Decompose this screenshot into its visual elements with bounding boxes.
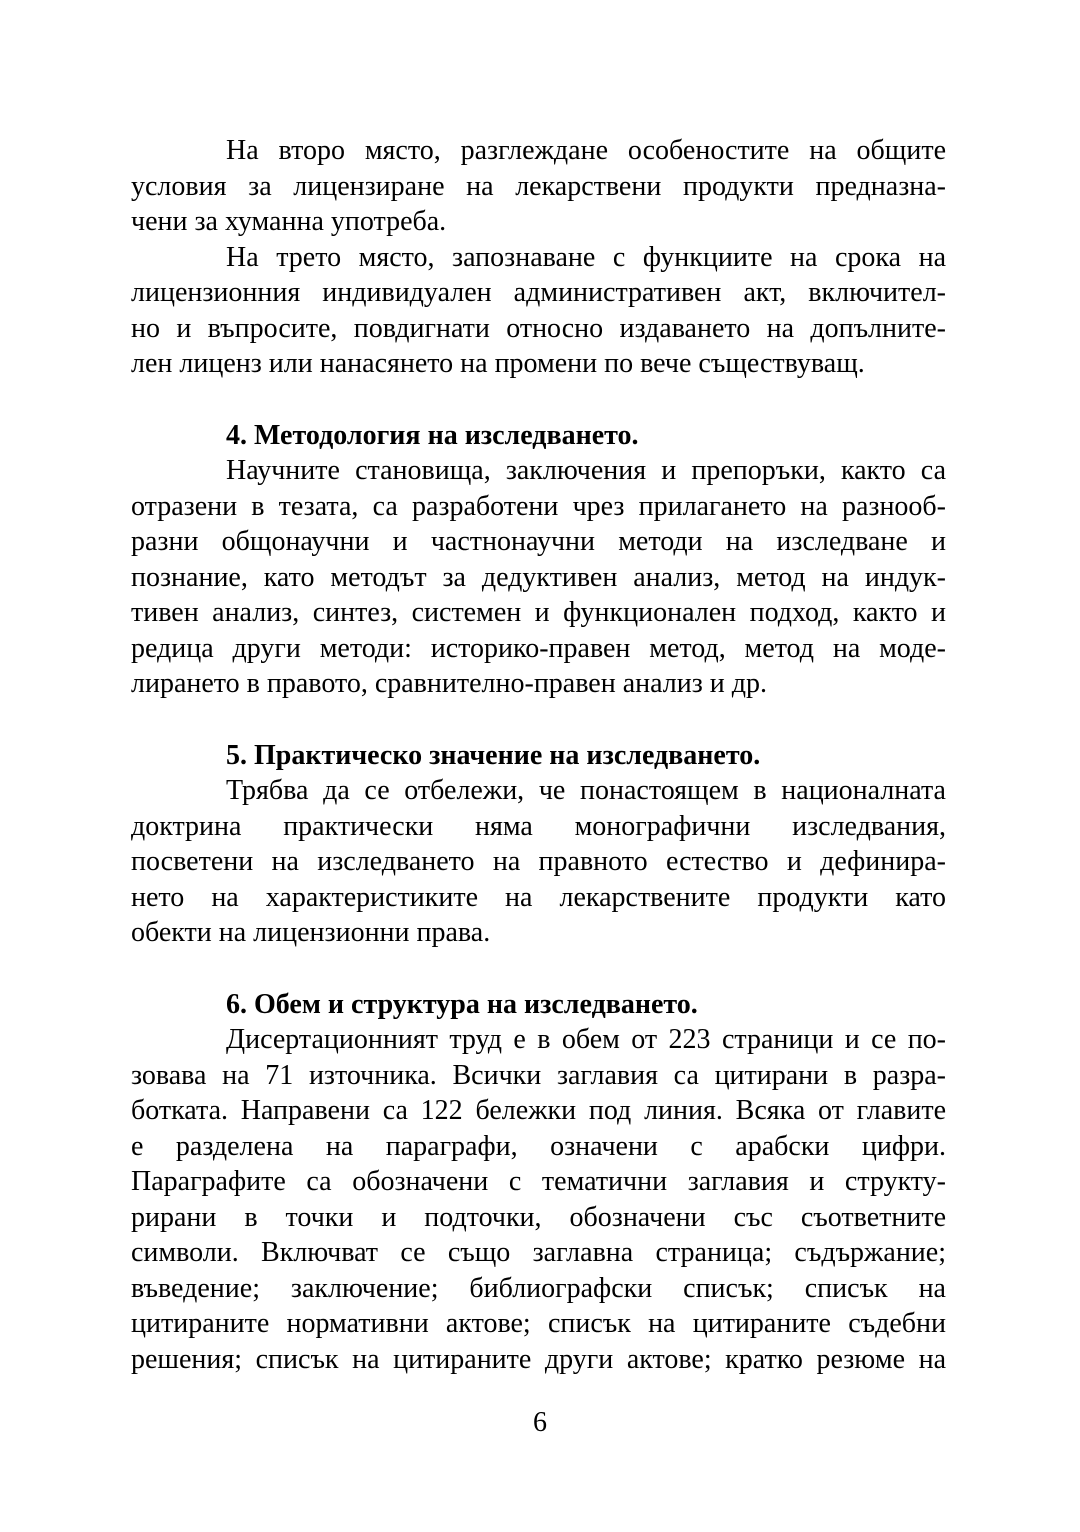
text-line: разни общонаучни и частнонаучни методи на изследване и	[131, 526, 946, 557]
text-line: решения; списък на цитираните други актове; кратко резюме на	[131, 1343, 946, 1375]
text-line: рирани в точки и подточки, обозначени със съответните	[131, 1201, 946, 1233]
text-line: нето на характеристиките на лекарствените продукти като	[131, 881, 946, 913]
section-methodology	[131, 418, 946, 702]
text-line: редица други методи: историко-правен метод, метод на моде-	[131, 632, 946, 664]
section-scope-structure	[131, 987, 946, 1378]
text-line: посветени на изследването на правното естество и дефинира-	[131, 846, 946, 877]
text-line: символи. Включват се също заглавна страница; съдържание;	[131, 1237, 946, 1268]
text-line: условия за лицензиране на лекарствени продукти предназна-	[131, 170, 946, 202]
paragraph-third-place	[131, 240, 946, 382]
section-heading: 5. Практическо значение на изследването.	[226, 739, 761, 771]
text-line: зовава на 71 източника. Всички заглавия са цитирани в разра-	[131, 1059, 946, 1091]
text-line: лен лиценз или нанасянето на промени по вече съществуващ.	[131, 348, 865, 379]
page-number: 6	[533, 1407, 547, 1438]
text-line: На трето място, запознаване с функциите на срока на	[226, 241, 946, 273]
text-line: Параграфите са обозначени с тематични заглавия и структу-	[131, 1166, 946, 1197]
text-line: тивен анализ, синтез, системен и функционален подход, както и	[131, 597, 946, 628]
text-line: чени за хуманна употреба.	[131, 206, 447, 237]
paragraph-second-place	[131, 133, 946, 240]
text-line: Дисертационният труд е в обем от 223 страници и се по-	[226, 1024, 946, 1055]
text-line: въведение; заключение; библиографски списък; списък на	[131, 1272, 946, 1304]
section-heading: 4. Методология на изследването.	[226, 419, 639, 451]
page-body	[131, 133, 946, 1377]
text-line: лирането в правото, сравнително-правен анализ и др.	[131, 668, 768, 699]
text-line: е разделена на параграфи, означени с арабски цифри.	[131, 1130, 946, 1162]
text-line: отразени в тезата, са разработени чрез прилагането на разнооб-	[131, 490, 946, 522]
text-line: доктрина практически няма монографични изследвания,	[131, 810, 946, 842]
text-line: На второ място, разглеждане особеностите на общите	[226, 135, 946, 166]
text-line: Трябва да се отбележи, че понастоящем в националната	[226, 775, 946, 806]
text-line: Научните становища, заключения и препоръки, както са	[226, 455, 946, 486]
section-practical-significance	[131, 738, 946, 951]
section-heading: 6. Обем и структура на изследването.	[226, 988, 698, 1020]
text-line: цитираните нормативни актове; списък на цитираните съдебни	[131, 1308, 946, 1339]
text-line: ботката. Направени са 122 бележки под линия. Всяка от главите	[131, 1095, 946, 1126]
text-line: лицензионния индивидуален административен акт, включител-	[131, 277, 946, 308]
text-line: но и въпросите, повдигнати относно издаването на допълните-	[131, 312, 946, 344]
text-line: обекти на лицензионни права.	[131, 917, 491, 948]
text-line: познание, като методът за дедуктивен анализ, метод на индук-	[131, 561, 946, 593]
